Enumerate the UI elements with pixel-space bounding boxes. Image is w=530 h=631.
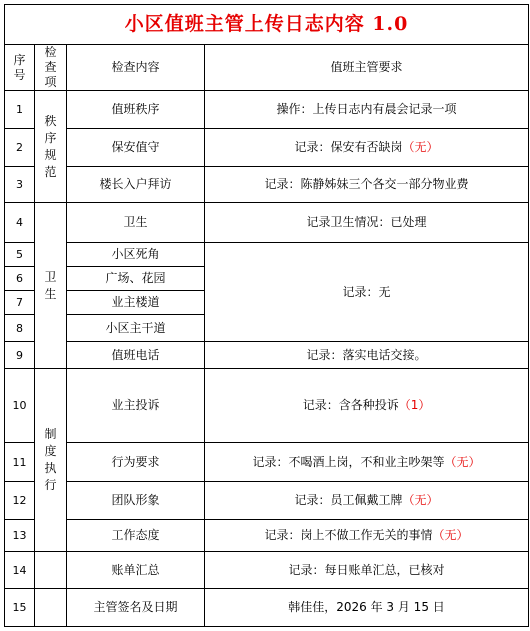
table-row (5, 342, 529, 369)
requirement-text: 记录：陈静姊妹三个各交一部分物业费 (264, 177, 469, 191)
category-rules (35, 369, 67, 552)
header-seq (5, 45, 35, 91)
row-number: 11 (5, 443, 35, 482)
row-item: 业主投诉 (67, 369, 205, 443)
table-row (5, 167, 529, 203)
header-row (5, 45, 529, 91)
table-row (5, 243, 529, 267)
table-row (5, 520, 529, 552)
row-number: 12 (5, 482, 35, 520)
category-rules-label: 制度执行 (44, 427, 57, 492)
requirement-text: 记录：岗上不做工作无关的事情 (264, 528, 433, 542)
title-row (5, 5, 529, 45)
row-item: 值班秩序 (67, 91, 205, 129)
header-requirement: 值班主管要求 (205, 45, 529, 91)
row-number: 6 (5, 267, 35, 291)
row-item: 楼长入户拜访 (67, 167, 205, 203)
row-requirement (205, 520, 529, 552)
requirement-text: 记录：含各种投诉 (302, 398, 399, 412)
row-number: 9 (5, 342, 35, 369)
row-item: 主管签名及日期 (67, 589, 205, 627)
row-item: 业主楼道 (67, 291, 205, 315)
requirement-flag: （无） (402, 493, 439, 507)
table-row (5, 552, 529, 589)
page-title: 小区值班主管上传日志内容 1.0 (5, 5, 529, 45)
row-item: 广场、花园 (67, 267, 205, 291)
header-item: 检查内容 (67, 45, 205, 91)
requirement-text: 记录：保安有否缺岗 (294, 140, 403, 154)
row-requirement (205, 369, 529, 443)
row-number: 5 (5, 243, 35, 267)
requirement-text: 记录：员工佩戴工牌 (294, 493, 403, 507)
row-requirement (205, 243, 529, 342)
row-requirement (205, 482, 529, 520)
category-order (35, 91, 67, 203)
category-order-label: 秩序规范 (44, 113, 57, 179)
requirement-text: 韩佳佳，2026 年 3 月 15 日 (288, 600, 445, 614)
row-requirement (205, 129, 529, 167)
row-number: 7 (5, 291, 35, 315)
table-row (5, 482, 529, 520)
row-item: 小区死角 (67, 243, 205, 267)
row-number: 10 (5, 369, 35, 443)
row-requirement (205, 552, 529, 589)
row-requirement (205, 167, 529, 203)
header-category (35, 45, 67, 91)
category-hygiene (35, 203, 67, 369)
row-item: 团队形象 (67, 482, 205, 520)
table-row (5, 369, 529, 443)
requirement-text: 记录：每日账单汇总，已核对 (288, 562, 445, 577)
category-hygiene-label: 卫生 (44, 269, 57, 301)
requirement-flag: （无） (444, 454, 481, 469)
row-number: 13 (5, 520, 35, 552)
requirement-text: 记录：落实电话交接。 (306, 347, 427, 362)
row-requirement (205, 203, 529, 243)
requirement-text: 操作：上传日志内有晨会记录一项 (276, 102, 457, 116)
row-number: 4 (5, 203, 35, 243)
row-item: 小区主干道 (67, 315, 205, 342)
row-number: 1 (5, 91, 35, 129)
category-empty (35, 589, 67, 627)
row-item: 卫生 (67, 203, 205, 243)
requirement-text: 记录卫生情况：已处理 (306, 215, 427, 229)
row-number: 8 (5, 315, 35, 342)
row-number: 3 (5, 167, 35, 203)
table-row (5, 443, 529, 482)
row-number: 15 (5, 589, 35, 627)
table-row (5, 589, 529, 627)
row-item: 行为要求 (67, 443, 205, 482)
table-row (5, 129, 529, 167)
header-seq-label: 序号 (13, 52, 26, 82)
row-item: 保安值守 (67, 129, 205, 167)
row-requirement (205, 342, 529, 369)
header-category-label: 检查项 (44, 45, 57, 89)
category-empty (35, 552, 67, 589)
duty-log-table (4, 4, 529, 627)
row-requirement (205, 91, 529, 129)
table-row (5, 203, 529, 243)
requirement-text: 记录：无 (342, 284, 391, 299)
row-item: 账单汇总 (67, 552, 205, 589)
row-item: 工作态度 (67, 520, 205, 552)
row-requirement (205, 589, 529, 627)
requirement-flag: （无） (432, 528, 469, 542)
row-number: 14 (5, 552, 35, 589)
requirement-text: 记录：不喝酒上岗，不和业主吵架等 (252, 454, 445, 469)
row-item: 值班电话 (67, 342, 205, 369)
requirement-flag: （1） (398, 398, 431, 412)
requirement-flag: （无） (402, 140, 439, 154)
table-row (5, 91, 529, 129)
row-number: 2 (5, 129, 35, 167)
row-requirement (205, 443, 529, 482)
